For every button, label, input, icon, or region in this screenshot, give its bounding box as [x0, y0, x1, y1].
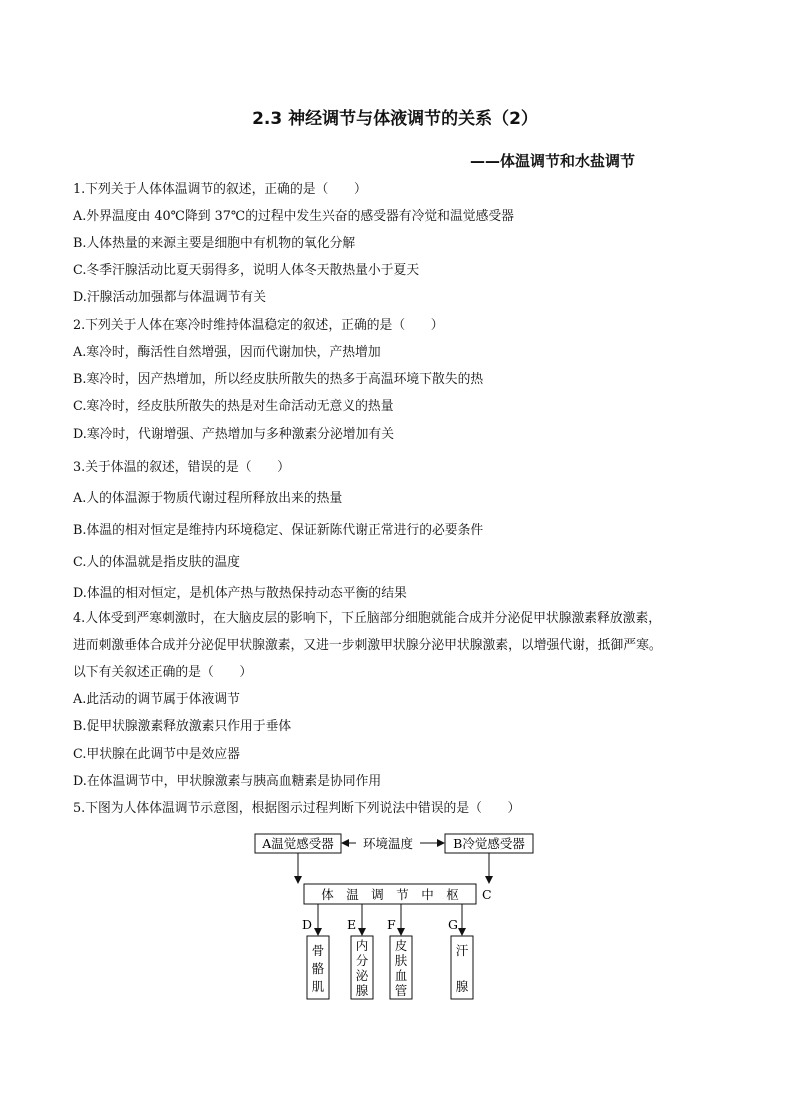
text-line: 4.人体受到严寒刺激时，在大脑皮层的影响下，下丘脑部分细胞就能合成并分泌促甲状腺激素释放激素， — [73, 611, 662, 626]
text-line: D.汗腺活动加强都与体温调节有关 — [73, 290, 267, 305]
text-line: D.体温的相对恒定，是机体产热与散热保持动态平衡的结果 — [73, 586, 407, 601]
text-line: B.寒冷时，因产热增加，所以经皮肤所散失的热多于高温环境下散失的热 — [73, 372, 484, 387]
warm-receptor-label: A温觉感受器 — [262, 836, 334, 851]
effector-char: 汗 — [455, 943, 469, 958]
page-subtitle: ——体温调节和水盐调节 — [470, 152, 636, 170]
text-line: A.寒冷时，酶活性自然增强，因而代谢加快，产热增加 — [73, 345, 381, 360]
text-line: 1.下列关于人体体温调节的叙述，正确的是（ ） — [73, 182, 367, 197]
env-temp-label: 环境温度 — [362, 836, 414, 851]
cold-receptor-label: B冷觉感受器 — [453, 836, 525, 851]
branch-label-g: G — [448, 917, 458, 932]
text-line: A.外界温度由 40℃降到 37℃的过程中发生兴奋的感受器有冷觉和温觉感受器 — [73, 209, 514, 224]
text-line: 以下有关叙述正确的是（ ） — [73, 665, 253, 680]
text-line: A.此活动的调节属于体液调节 — [73, 692, 240, 707]
effector-char: 管 — [394, 983, 408, 998]
text-line: 3.关于体温的叙述，错误的是（ ） — [73, 460, 290, 475]
text-line: D.寒冷时，代谢增强、产热增加与多种激素分泌增加有关 — [73, 427, 394, 442]
effector-char: 血 — [394, 968, 408, 983]
effector-char: 泌 — [355, 968, 369, 983]
text-line: 2.下列关于人体在寒冷时维持体温稳定的叙述，正确的是（ ） — [73, 318, 444, 333]
effector-char: 肤 — [394, 953, 408, 968]
branch-label-e: E — [347, 917, 357, 932]
center-letter-label: C — [482, 887, 492, 902]
page-title: 2.3 神经调节与体液调节的关系（2） — [252, 109, 538, 129]
branch-label-f: F — [387, 917, 396, 932]
text-line: B.促甲状腺激素释放激素只作用于垂体 — [73, 719, 292, 734]
effector-char: 骨 — [311, 943, 325, 958]
effector-char: 内 — [355, 938, 369, 953]
regulation-center-label: 体 温 调 节 中 枢 — [321, 887, 459, 902]
text-line: 5.下图为人体体温调节示意图，根据图示过程判断下列说法中错误的是（ ） — [73, 801, 521, 816]
text-line: C.冬季汗腺活动比夏天弱得多，说明人体冬天散热量小于夏天 — [73, 263, 420, 278]
text-line: C.寒冷时，经皮肤所散失的热是对生命活动无意义的热量 — [73, 399, 394, 414]
effector-char: 腺 — [455, 979, 469, 994]
text-line: C.人的体温就是指皮肤的温度 — [73, 555, 240, 570]
text-line: D.在体温调节中，甲状腺激素与胰高血糖素是协同作用 — [73, 774, 382, 789]
effector-char: 骼 — [311, 961, 325, 976]
branch-label-d: D — [302, 917, 313, 932]
text-line: 进而刺激垂体合成并分泌促甲状腺激素，又进一步刺激甲状腺分泌甲状腺激素，以增强代谢，抵御严寒。 — [73, 638, 662, 653]
text-line: C.甲状腺在此调节中是效应器 — [73, 747, 240, 762]
effector-char: 腺 — [355, 983, 369, 998]
text-line: B.体温的相对恒定是维持内环境稳定、保证新陈代谢正常进行的必要条件 — [73, 523, 484, 538]
effector-char: 肌 — [311, 979, 325, 994]
effector-char: 分 — [355, 953, 369, 968]
text-line: B.人体热量的来源主要是细胞中有机物的氧化分解 — [73, 236, 356, 251]
effector-char: 皮 — [394, 938, 408, 953]
text-line: A.人的体温源于物质代谢过程所释放出来的热量 — [73, 491, 343, 506]
